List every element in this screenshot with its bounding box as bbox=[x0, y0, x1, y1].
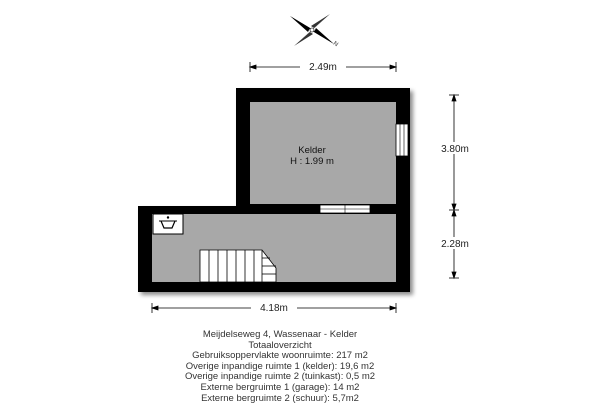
staircase bbox=[200, 250, 276, 282]
compass-label: N bbox=[331, 40, 339, 49]
caption-usable-area: Gebruiksoppervlakte woonruimte: 217 m2 bbox=[192, 350, 368, 362]
window-right bbox=[396, 124, 408, 156]
room-name: Kelder bbox=[298, 145, 326, 156]
caption-external-storage-1: Externe bergruimte 1 (garage): 14 m2 bbox=[200, 381, 360, 393]
dimension-right bbox=[449, 95, 459, 278]
caption-external-storage-2: Externe bergruimte 2 (schuur): 5,7m2 bbox=[201, 392, 359, 404]
dimension-top-label: 2.49m bbox=[309, 62, 337, 73]
dimension-lower-label: 2.28m bbox=[441, 239, 469, 250]
caption-address: Meijdelseweg 4, Wassenaar - Kelder bbox=[202, 329, 358, 340]
compass-icon bbox=[290, 14, 334, 46]
caption-overview: Totaaloverzicht bbox=[248, 339, 312, 351]
sink-icon bbox=[153, 214, 183, 234]
room-height: H : 1.99 m bbox=[290, 156, 334, 167]
plan-caption bbox=[0, 330, 560, 404]
interior-window bbox=[320, 205, 370, 213]
dimension-upper-label: 3.80m bbox=[441, 144, 469, 155]
dimension-bottom-label: 4.18m bbox=[260, 303, 288, 314]
caption-other-space-1: Overige inpandige ruimte 1 (kelder): 19,6 m2 bbox=[185, 360, 375, 372]
caption-other-space-2: Overige inpandige ruimte 2 (tuinkast): 0,5 m2 bbox=[184, 371, 376, 383]
